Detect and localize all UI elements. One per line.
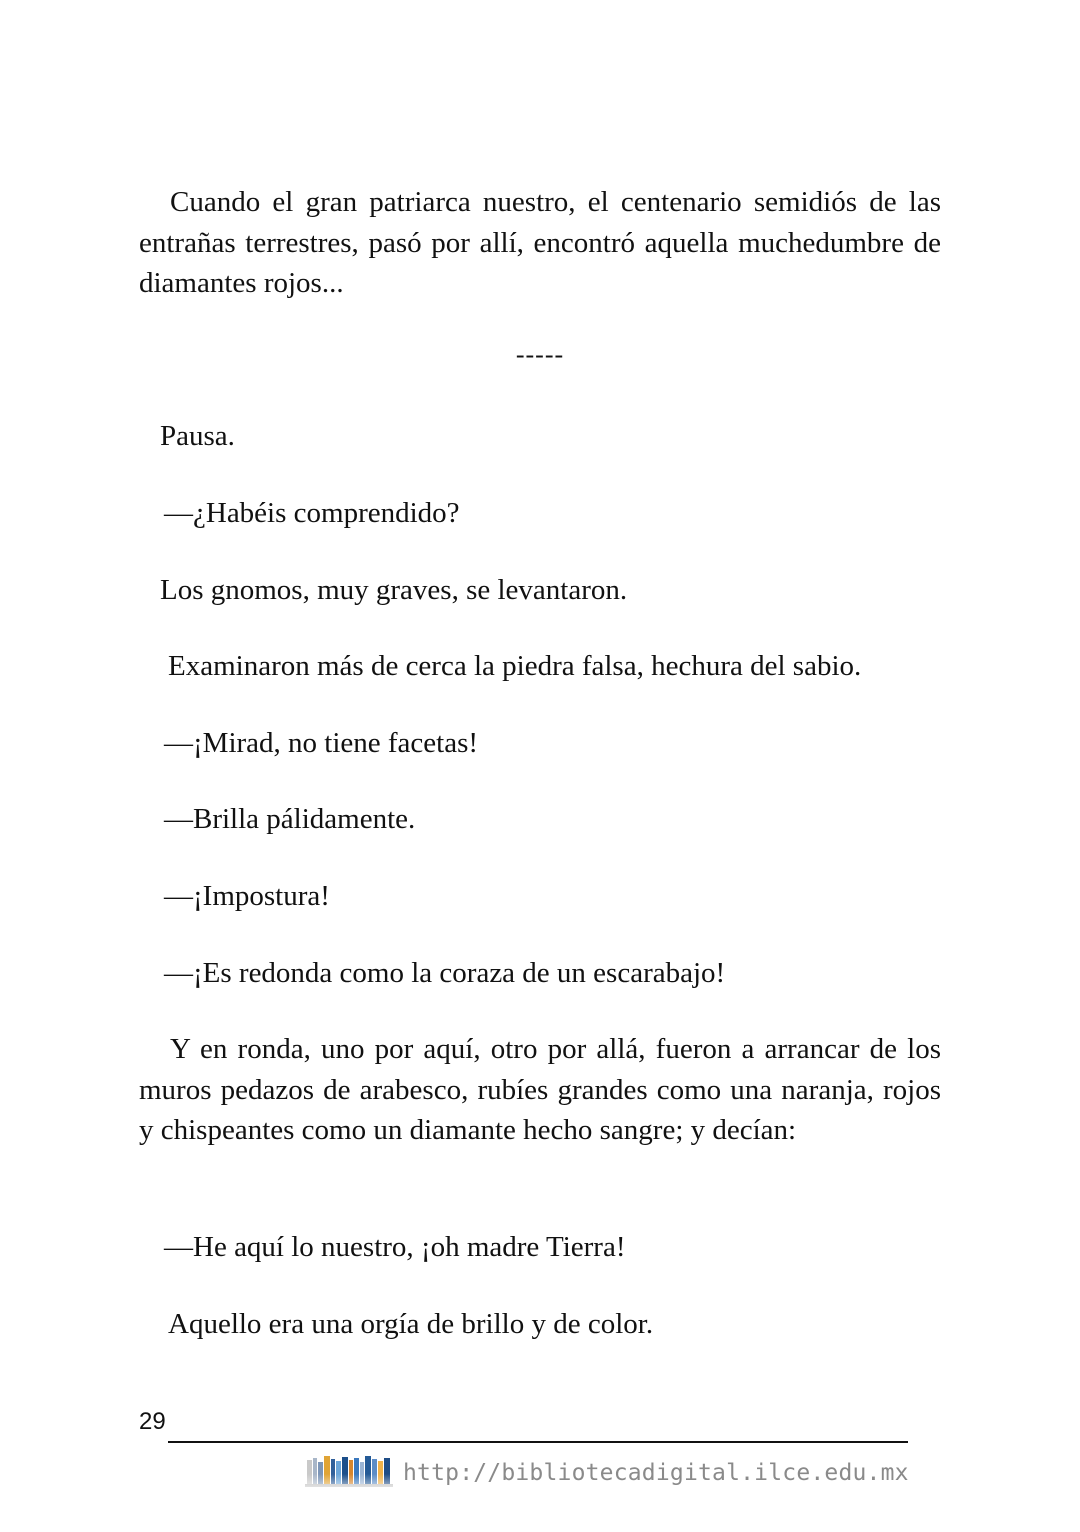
dialogue-brilla: —Brilla pálidamente. [164, 803, 416, 835]
footer-divider [168, 1441, 908, 1443]
line-aquello: Aquello era una orgía de brillo y de color. [168, 1308, 654, 1340]
line-pausa: Pausa. [160, 420, 235, 452]
page-footer [0, 1400, 1080, 1532]
bookshelf-logo-icon [305, 1452, 395, 1492]
dialogue-habeis: —¿Habéis comprendido? [164, 497, 460, 529]
line-gnomos: Los gnomos, muy graves, se levantaron. [160, 574, 628, 606]
dialogue-impostura: —¡Impostura! [164, 880, 330, 912]
paragraph-text: Y en ronda, uno por aquí, otro por allá, fueron a arrancar de los muros pedazos de arabesco, rubíes grandes como una naranja, rojos y chispeantes como un diamante hecho sangre; y decían: [139, 1033, 941, 1146]
dialogue-mirad: —¡Mirad, no tiene facetas! [164, 727, 479, 759]
dialogue-he-aqui: —He aquí lo nuestro, ¡oh madre Tierra! [164, 1231, 626, 1263]
footer-url-link[interactable]: http://bibliotecadigital.ilce.edu.mx [403, 1460, 909, 1486]
section-separator: ----- [515, 340, 565, 369]
line-examinaron: Examinaron más de cerca la piedra falsa, hechura del sabio. [168, 650, 862, 682]
dialogue-redonda: —¡Es redonda como la coraza de un escarabajo! [164, 957, 726, 989]
paragraph-ronda [139, 1029, 941, 1151]
paragraph-patriarca [139, 182, 941, 304]
paragraph-text: Cuando el gran patriarca nuestro, el centenario semidiós de las entrañas terrestres, pasó por allí, encontró aquella muchedumbre de diamantes rojos... [139, 186, 941, 299]
page-number: 29 [139, 1408, 166, 1435]
